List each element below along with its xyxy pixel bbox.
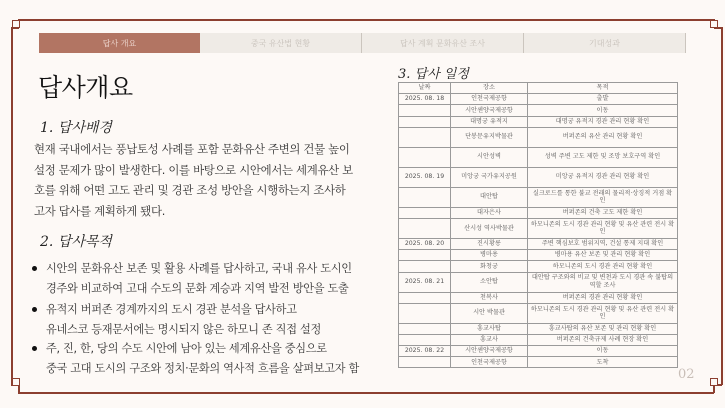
schedule-heading: 3. 답사 일정 <box>398 67 469 82</box>
table-row <box>399 357 678 368</box>
cell-purpose: 병마용 유산 보존 및 관리 현황 확인 <box>528 250 678 261</box>
cell-purpose: 성벽 주변 고도 제한 및 조망 보호구역 확인 <box>528 147 678 167</box>
cell-place: 진시황릉 <box>451 238 528 249</box>
cell-purpose: 출발 <box>528 94 678 105</box>
cell-place: 미앙궁 국가유지공원 <box>451 167 528 187</box>
purpose-line: 유적지 버퍼존 경계까지의 도시 경관 분석을 답사하고 <box>46 303 297 317</box>
paragraph-line: 현재 국내에서는 풍납토성 사례를 포함 문화유산 주변의 건물 높이 <box>34 142 350 156</box>
tab-expected-results[interactable] <box>524 33 686 53</box>
cell-date: 2025. 08. 21 <box>399 272 451 292</box>
cell-place: 흥교사탑 <box>451 323 528 334</box>
cell-place: 대자은사 <box>451 207 528 218</box>
page-title: 답사개요 <box>38 73 133 102</box>
cell-place: 병마용 <box>451 250 528 261</box>
purpose-line: 경주와 비교하여 고대 수도의 문화 계승과 지역 발전 방안을 도출 <box>46 281 349 295</box>
cell-purpose: 하모니존의 도시 경관 관리 현황 및 유산 관련 전시 확인 <box>528 303 678 323</box>
table-row <box>399 292 678 303</box>
cell-purpose: 미앙궁 유적지 경관 관리 현황 확인 <box>528 167 678 187</box>
frame-top-line <box>18 19 714 21</box>
table-row <box>399 323 678 334</box>
background-paragraph <box>34 139 386 221</box>
table-row <box>399 105 678 116</box>
cell-place: 화청궁 <box>451 261 528 272</box>
cell-date <box>399 147 451 167</box>
cell-date <box>399 261 451 272</box>
cell-date <box>399 357 451 368</box>
table-row <box>399 187 678 207</box>
paragraph-line: 호를 위해 어떤 고도 관리 및 경관 조성 방안을 시행하는지 조사하 <box>34 183 346 197</box>
table-row <box>399 218 678 238</box>
cell-purpose: 이동 <box>528 346 678 357</box>
bullet-icon <box>32 346 37 351</box>
cell-place: 단봉문유지박물관 <box>451 127 528 147</box>
tab-label: 중국 유산법 현황 <box>250 38 311 48</box>
cell-purpose: 버퍼존의 경관 관리 현황 확인 <box>528 292 678 303</box>
cell-place: 시안셴양국제공항 <box>451 346 528 357</box>
paragraph-line: 설정 문제가 많이 발생한다. 이를 바탕으로 시안에서는 세계유산 보 <box>34 162 353 177</box>
cell-date <box>399 187 451 207</box>
cell-place: 인천국제공항 <box>451 357 528 368</box>
table-row <box>399 346 678 357</box>
table-row <box>399 238 678 249</box>
table-row <box>399 207 678 218</box>
cell-purpose: 대안탑 구조와의 비교 및 변천과 도시 경관 속 불탑의 역할 조사 <box>528 272 678 292</box>
cell-place: 시안셴양국제공항 <box>451 105 528 116</box>
column-header-place: 장소 <box>451 83 528 94</box>
cell-place: 대안탑 <box>451 187 528 207</box>
purpose-line: 유네스코 등재문서에는 명시되지 않은 하모니 존 직접 설정 <box>46 322 321 336</box>
table-row <box>399 127 678 147</box>
cell-purpose: 도착 <box>528 357 678 368</box>
cell-date <box>399 218 451 238</box>
column-header-purpose: 목적 <box>528 83 678 94</box>
cell-place: 시안 박물관 <box>451 303 528 323</box>
table-row <box>399 261 678 272</box>
cell-date <box>399 303 451 323</box>
section-heading-background: 1. 답사배경 <box>40 120 112 136</box>
cell-date <box>399 323 451 334</box>
table-row <box>399 94 678 105</box>
cell-purpose: 하모니존의 도시 경관 관리 현황 확인 <box>528 261 678 272</box>
tab-label: 답사 계획 문화유산 조사 <box>400 38 485 48</box>
purpose-list <box>32 259 392 379</box>
section-heading-purpose: 2. 답사목적 <box>40 234 112 250</box>
cell-date: 2025. 08. 18 <box>399 94 451 105</box>
table-header-row <box>399 83 678 94</box>
cell-date <box>399 250 451 261</box>
purpose-item <box>32 259 392 298</box>
cell-purpose: 하모니존의 도시 경관 관리 현황 및 유산 관련 전시 확인 <box>528 218 678 238</box>
table-row <box>399 303 678 323</box>
frame-bottom-line <box>18 392 714 394</box>
tab-china-heritage-law[interactable] <box>200 33 362 53</box>
bullet-icon <box>32 307 37 312</box>
tab-heritage-survey-plan[interactable] <box>362 33 524 53</box>
frame-right-line <box>721 27 723 372</box>
frame-corner-bottom-right <box>710 378 718 386</box>
cell-purpose: 대명궁 유적지 경관 관리 현황 확인 <box>528 116 678 127</box>
cell-date <box>399 292 451 303</box>
cell-date <box>399 105 451 116</box>
cell-place: 대명궁 유적지 <box>451 116 528 127</box>
table-row <box>399 147 678 167</box>
frame-corner-top-right <box>710 20 718 28</box>
cell-purpose: 버퍼존의 유산 관리 현황 확인 <box>528 127 678 147</box>
cell-date: 2025. 08. 22 <box>399 346 451 357</box>
cell-date: 2025. 08. 19 <box>399 167 451 187</box>
cell-place: 산시성 역사박물관 <box>451 218 528 238</box>
cell-purpose: 실크로드를 통한 불교 전래의 물리적·상징적 거점 확인 <box>528 187 678 207</box>
purpose-line: 주, 진, 한, 당의 수도 시안에 남아 있는 세계유산을 중심으로 <box>46 342 327 356</box>
schedule-table <box>398 82 678 368</box>
cell-purpose: 버퍼존의 건축 고도 제한 확인 <box>528 207 678 218</box>
cell-place: 천복사 <box>451 292 528 303</box>
frame-left-line <box>11 27 13 372</box>
purpose-line: 중국 고대 도시의 구조와 정치·문화의 역사적 흐름을 살펴보고자 함 <box>46 361 359 375</box>
tab-label: 기대성과 <box>589 38 620 48</box>
page-number: 02 <box>678 367 695 382</box>
purpose-item <box>32 300 392 339</box>
cell-date: 2025. 08. 20 <box>399 238 451 249</box>
table-row <box>399 334 678 345</box>
purpose-line: 시안의 문화유산 보존 및 활용 사례를 답사하고, 국내 유사 도시인 <box>46 262 352 275</box>
cell-place: 인천국제공항 <box>451 94 528 105</box>
purpose-item <box>32 339 392 378</box>
cell-date <box>399 127 451 147</box>
tab-overview[interactable] <box>39 33 200 53</box>
frame-right-bottom-vert <box>721 370 723 385</box>
cell-place: 시안성벽 <box>451 147 528 167</box>
table-row <box>399 167 678 187</box>
bullet-icon <box>32 266 37 271</box>
cell-purpose: 버퍼존의 건축규제 사례 현장 확인 <box>528 334 678 345</box>
cell-date <box>399 116 451 127</box>
frame-corner-bottom-left <box>12 378 20 386</box>
schedule-body <box>399 94 678 368</box>
cell-purpose: 주변 핵심보호 범위지역, 건설 통제 지대 확인 <box>528 238 678 249</box>
column-header-date: 날짜 <box>399 83 451 94</box>
cell-place: 흥교사 <box>451 334 528 345</box>
paragraph-line: 고자 답사를 계획하게 됐다. <box>34 203 166 218</box>
tab-label: 답사 개요 <box>102 38 137 48</box>
cell-place: 소안탑 <box>451 272 528 292</box>
table-row <box>399 272 678 292</box>
cell-date <box>399 207 451 218</box>
cell-date <box>399 334 451 345</box>
section-tabs <box>39 33 686 53</box>
table-row <box>399 250 678 261</box>
cell-purpose: 이동 <box>528 105 678 116</box>
table-row <box>399 116 678 127</box>
cell-purpose: 흥교사탑의 유산 보존 및 관리 현황 확인 <box>528 323 678 334</box>
frame-corner-top-left <box>12 20 20 28</box>
